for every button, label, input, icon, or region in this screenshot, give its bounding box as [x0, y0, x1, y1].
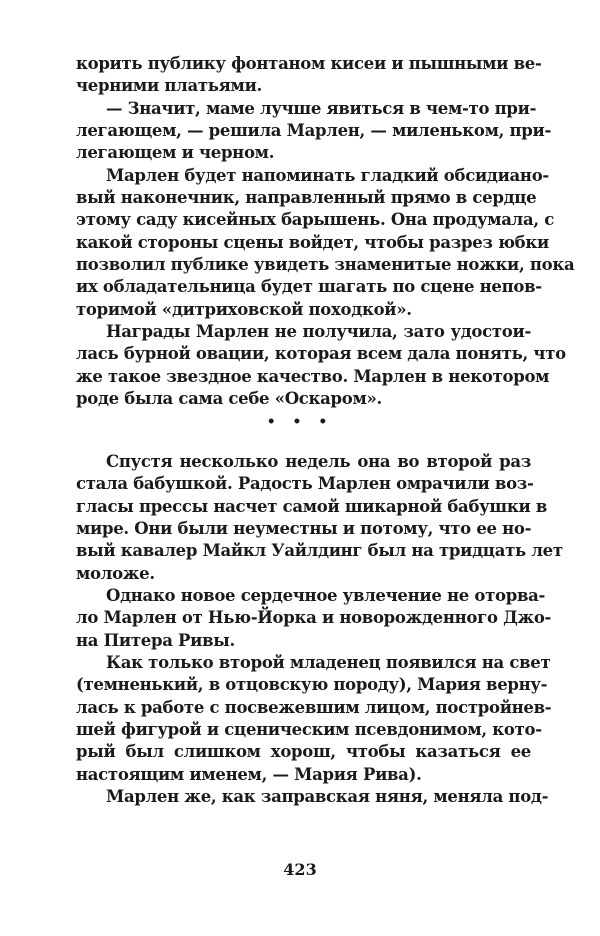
text-line: какой стороны сцены войдет, чтобы разрез юбки — [76, 232, 549, 252]
text-line: же такое звездное качество. Марлен в некотором — [76, 366, 550, 386]
text-line: Спустя несколько недель она во второй раз — [106, 452, 531, 471]
section-separator: • • • — [266, 414, 334, 430]
text-line: черними платьями. — [76, 76, 262, 96]
text-block-top — [76, 53, 575, 411]
text-line: торимой «дитриховской походкой». — [76, 299, 412, 319]
text-line: на Питера Ривы. — [76, 630, 235, 650]
text-line: позволил публике увидеть знаменитые ножки, пока — [76, 255, 575, 275]
text-line: лась к работе с посвежевшим лицом, постройнев- — [76, 697, 552, 717]
text-line: их обладательница будет шагать по сцене непов- — [76, 277, 542, 297]
text-line: Награды Марлен не получила, зато удостои- — [106, 322, 531, 342]
text-line: гласы прессы насчет самой шикарной бабушки в — [76, 496, 548, 516]
text-line: Марлен будет напоминать гладкий обсидиано- — [106, 165, 549, 185]
text-line: легающем и черном. — [76, 143, 275, 163]
text-line: моложе. — [76, 563, 155, 583]
text-line: Марлен же, как заправская няня, меняла под- — [106, 787, 549, 807]
text-line: — Значит, маме лучше явиться в чем-то при- — [106, 98, 537, 118]
text-line: вый кавалер Майкл Уайлдинг был на тридцать лет — [76, 541, 563, 561]
page-number: 423 — [283, 860, 317, 879]
text-line: настоящим именем, — Мария Рива). — [76, 764, 422, 784]
text-line: корить публику фонтаном кисеи и пышными ве- — [76, 54, 542, 73]
text-line: мире. Они были неуместны и потому, что ее но- — [76, 519, 532, 539]
text-block-bottom — [76, 451, 563, 809]
text-line: вый наконечник, направленный прямо в сердце — [76, 188, 537, 208]
text-line: рый был слишком хорош, чтобы казаться ее — [76, 742, 531, 762]
text-line: (темненький, в отцовскую породу), Мария верну- — [76, 675, 548, 695]
text-line: лась бурной овации, которая всем дала понять, что — [76, 344, 566, 364]
text-line: Однако новое сердечное увлечение не оторва- — [106, 586, 546, 606]
text-line: легающем, — решила Марлен, — миленьком, при- — [76, 121, 552, 141]
text-line: ло Марлен от Нью-Йорка и новорожденного Джо- — [76, 608, 552, 628]
text-line: роде была сама себе «Оскаром». — [76, 389, 382, 409]
text-line: Как только второй младенец появился на свет — [106, 653, 551, 673]
text-line: этому саду кисейных барышень. Она продумала, с — [76, 210, 555, 230]
text-line: шей фигурой и сценическим псевдонимом, кото- — [76, 720, 542, 740]
text-line: стала бабушкой. Радость Марлен омрачили воз- — [76, 474, 534, 494]
